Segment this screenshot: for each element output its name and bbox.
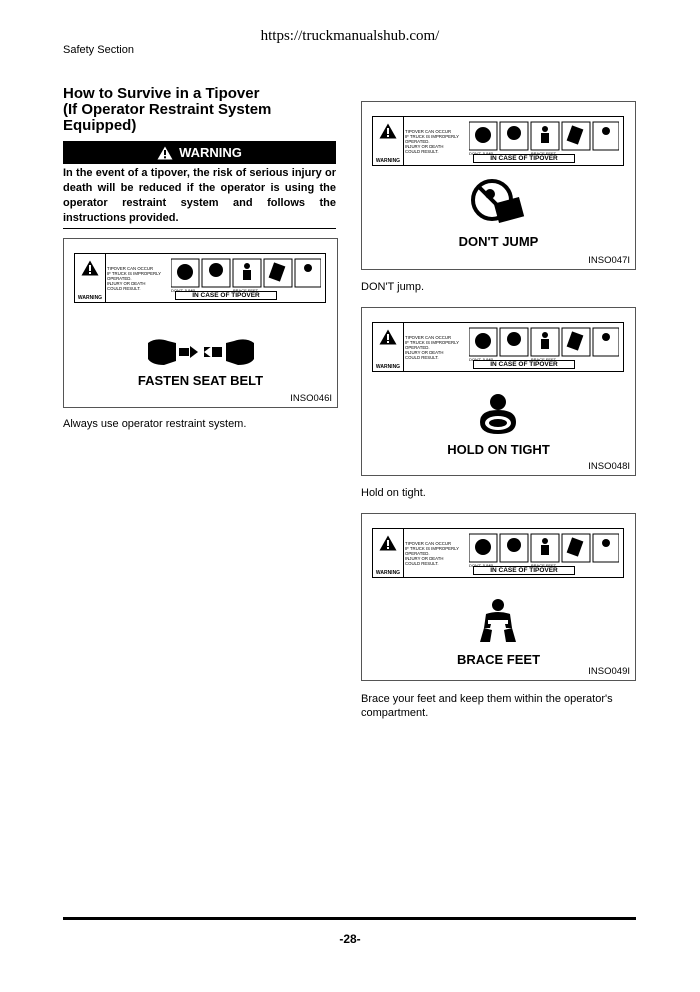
decal-section-title: IN CASE OF TIPOVER: [473, 566, 575, 575]
warning-text: In the event of a tipover, the risk of serious injury or death will be reduced if the operator is using the operator restraint system and follows the instructions provided.: [63, 167, 336, 224]
tipover-pictograms-icon: [469, 327, 619, 357]
tipover-decal: [372, 116, 624, 166]
divider: [63, 228, 336, 229]
decal-dont-jump: DON'T JUMP: [469, 357, 494, 362]
decal-section-title: IN CASE OF TIPOVER: [175, 291, 277, 300]
decal-brace-feet: BRACE FEET: [531, 357, 557, 362]
hold-steering-wheel-icon: [476, 392, 520, 436]
figure-label: HOLD ON TIGHT: [447, 442, 550, 457]
decal-dont-jump: DON'T JUMP: [469, 151, 494, 156]
figure-caption: Always use operator restraint system.: [63, 418, 247, 430]
figure-caption: DON'T jump.: [361, 281, 425, 293]
warning-label: WARNING: [179, 145, 242, 160]
decal-warning-lines: TIPOVER CAN OCCUR IF TRUCK IS IMPROPERLY OPERATED. INJURY OR DEATH COULD RESULT.: [405, 335, 460, 360]
figure-dont-jump: [361, 101, 636, 270]
warning-triangle-icon: [379, 123, 397, 139]
decal-warning-word: WARNING: [77, 295, 103, 301]
figure-fasten-seat-belt: [63, 238, 338, 408]
section-label: Safety Section: [63, 44, 134, 56]
decal-brace-feet: BRACE FEET: [233, 288, 259, 293]
figure-id: INSO049I: [588, 666, 630, 677]
tipover-pictograms-icon: [469, 121, 619, 151]
title-line-2: (If Operator Restraint System: [63, 101, 272, 118]
decal-dont-jump: DON'T JUMP: [469, 563, 494, 568]
page-number: -28-: [339, 932, 361, 946]
tipover-decal: [372, 322, 624, 372]
source-url: https://truckmanualshub.com/: [260, 28, 440, 44]
decal-dont-jump: DON'T JUMP: [171, 288, 196, 293]
figure-caption: Brace your feet and keep them within the operator's compartment.: [361, 693, 613, 719]
warning-triangle-icon: [379, 535, 397, 551]
title-line-3: Equipped): [63, 117, 137, 134]
dont-jump-icon: [470, 178, 528, 228]
page-title: [63, 86, 333, 134]
warning-triangle-icon: [379, 329, 397, 345]
decal-warning-word: WARNING: [375, 364, 401, 370]
figure-id: INSO046I: [290, 393, 332, 404]
tipover-decal: [372, 528, 624, 578]
title-line-1: How to Survive in a Tipover: [63, 85, 260, 102]
footer-rule: [63, 917, 636, 920]
figure-id: INSO047I: [588, 255, 630, 266]
brace-feet-icon: [478, 598, 518, 644]
figure-id: INSO048I: [588, 461, 630, 472]
decal-warning-word: WARNING: [375, 158, 401, 164]
decal-brace-feet: BRACE FEET: [531, 151, 557, 156]
figure-caption: Hold on tight.: [361, 487, 426, 499]
decal-warning-word: WARNING: [375, 570, 401, 576]
decal-section-title: IN CASE OF TIPOVER: [473, 154, 575, 163]
warning-triangle-icon: [81, 260, 99, 276]
decal-warning-lines: TIPOVER CAN OCCUR IF TRUCK IS IMPROPERLY OPERATED. INJURY OR DEATH COULD RESULT.: [405, 129, 460, 154]
figure-label: FASTEN SEAT BELT: [137, 373, 264, 388]
decal-warning-lines: TIPOVER CAN OCCUR IF TRUCK IS IMPROPERLY OPERATED. INJURY OR DEATH COULD RESULT.: [107, 266, 162, 291]
warning-triangle-icon: [157, 146, 173, 160]
decal-warning-lines: TIPOVER CAN OCCUR IF TRUCK IS IMPROPERLY OPERATED. INJURY OR DEATH COULD RESULT.: [405, 541, 460, 566]
tipover-decal: [74, 253, 326, 303]
seat-belt-buckle-icon: [146, 335, 256, 371]
figure-label: BRACE FEET: [456, 652, 541, 667]
decal-section-title: IN CASE OF TIPOVER: [473, 360, 575, 369]
figure-hold-on-tight: [361, 307, 636, 476]
figure-brace-feet: [361, 513, 636, 681]
warning-banner: [63, 141, 336, 164]
tipover-pictograms-icon: [171, 258, 321, 288]
figure-label: DON'T JUMP: [458, 234, 539, 249]
tipover-pictograms-icon: [469, 533, 619, 563]
decal-brace-feet: BRACE FEET: [531, 563, 557, 568]
